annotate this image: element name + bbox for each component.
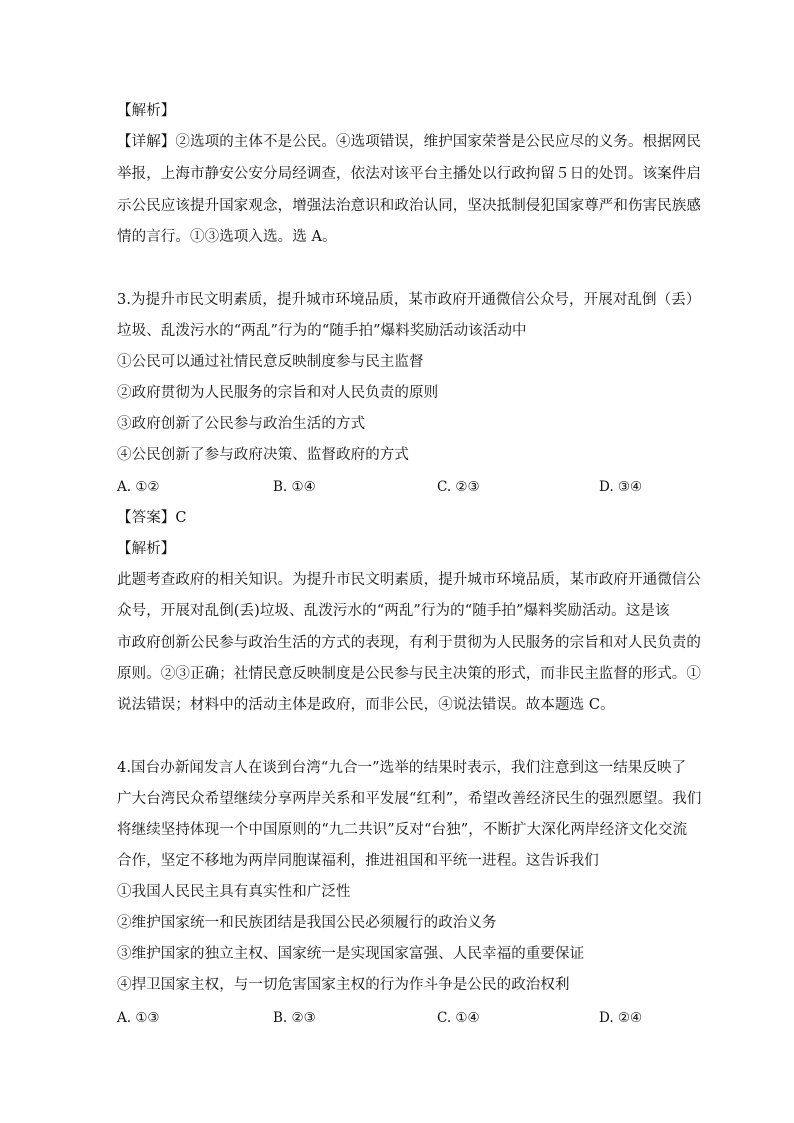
q4-statement: ①我国人民民主具有真实性和广泛性: [117, 884, 351, 900]
q4-option-a: A. ①③: [117, 1010, 160, 1026]
q4-option-c: C. ①④: [437, 1010, 480, 1026]
q3-option-c: C. ②③: [437, 479, 480, 495]
q4-stem-line: 广大台湾民众希望继续分享两岸关系和平发展“红利”，希望改善经济民生的强烈愿望。我们: [117, 791, 702, 807]
q3-analysis-line: 此题考查政府的相关知识。为提升市民文明素质，提升城市环境品质，某市政府开通微信公: [117, 572, 701, 588]
q3-statement: ③政府创新了公民参与政治生活的方式: [117, 416, 366, 432]
q2-detail-line: 示公民应该提升国家观念，增强法治意识和政治认同，坚决抵制侵犯国家尊严和伤害民族感: [117, 198, 701, 214]
q3-statement: ①公民可以通过社情民意反映制度参与民主监督: [117, 354, 424, 370]
q3-analysis-line: 原则。②③正确；社情民意反映制度是公民参与民主决策的形式，而非民主监督的形式。①: [117, 666, 701, 682]
q4-statement: ②维护国家统一和民族团结是我国公民必须履行的政治义务: [117, 915, 497, 931]
q3-statement: ④公民创新了参与政府决策、监督政府的方式: [117, 447, 409, 463]
q3-stem-line: 垃圾、乱泼污水的“两乱”行为的“随手拍”爆料奖励活动该活动中: [117, 323, 527, 339]
q2-analysis-heading: 【解析】: [117, 103, 176, 119]
q4-stem-line: 将继续坚持体现一个中国原则的“九二共识”反对“台独”，不断扩大深化两岸经济文化交流: [117, 822, 688, 838]
q4-stem-line: 4.国台办新闻发言人在谈到台湾“九合一”选举的结果时表示，我们注意到这一结果反映了: [117, 760, 687, 776]
q3-option-a: A. ①②: [117, 479, 160, 495]
q3-stem-line: 3.为提升市民文明素质，提升城市环境品质，某市政府开通微信公众号，开展对乱倒（丢）: [117, 292, 701, 308]
q3-answer: 【答案】C: [117, 510, 187, 526]
q3-option-d: D. ③④: [599, 479, 643, 495]
q3-option-b: B. ①④: [273, 479, 316, 495]
q3-analysis-line: 市政府创新公民参与政治生活的方式的表现，有利于贯彻为人民服务的宗旨和对人民负责的: [117, 635, 701, 651]
q4-option-d: D. ②④: [599, 1010, 643, 1026]
q3-analysis-heading: 【解析】: [117, 541, 176, 557]
q4-statement: ④捍卫国家主权，与一切危害国家主权的行为作斗争是公民的政治权利: [117, 977, 570, 993]
q3-statement: ②政府贯彻为人民服务的宗旨和对人民负责的原则: [117, 385, 439, 401]
q4-option-b: B. ②③: [273, 1010, 316, 1026]
q2-detail-line: 【详解】②选项的主体不是公民。④选项错误，维护国家荣誉是公民应尽的义务。根据网民: [117, 134, 701, 150]
q4-statement: ③维护国家的独立主权、国家统一是实现国家富强、人民幸福的重要保证: [117, 946, 585, 962]
q2-detail-line: 情的言行。①③选项入选。选 A。: [117, 229, 337, 245]
q3-analysis-line: 众号，开展对乱倒(丢)垃圾、乱泼污水的“两乱”行为的“随手拍”爆料奖励活动。这是该: [117, 603, 670, 619]
q2-detail-line: 举报，上海市静安公安分局经调查，依法对该平台主播处以行政拘留５日的处罚。该案件启: [117, 166, 701, 182]
q3-analysis-line: 说法错误；材料中的活动主体是政府，而非公民，④说法错误。故本题选 C。: [117, 697, 615, 713]
q4-stem-line: 合作，坚定不移地为两岸同胞谋福利，推进祖国和平统一进程。这告诉我们: [117, 853, 599, 869]
